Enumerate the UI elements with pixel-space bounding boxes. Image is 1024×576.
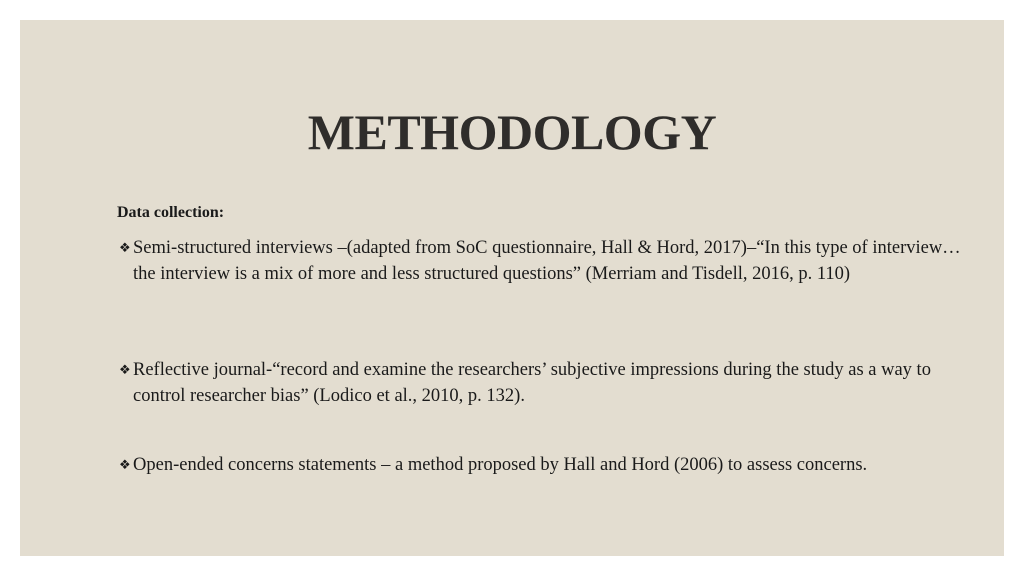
bullet-item-reflective-journal: [119, 357, 963, 409]
bullet-text: Reflective journal-“record and examine the researchers’ subjective impressions during the study as a way to control researcher bias” (Lodico et al., 2010, p. 132).: [133, 360, 931, 406]
slide-title: METHODOLOGY: [307, 104, 717, 160]
diamond-bullet-icon: ❖: [119, 240, 131, 255]
bullet-item-interviews: [119, 235, 963, 287]
diamond-bullet-icon: ❖: [119, 362, 131, 377]
section-subheading: Data collection:: [117, 204, 225, 221]
diamond-bullet-icon: ❖: [119, 457, 131, 472]
bullet-text: Open-ended concerns statements – a method proposed by Hall and Hord (2006) to assess concerns.: [133, 455, 868, 475]
bullet-item-concerns-statements: [119, 452, 963, 478]
slide: [20, 20, 1004, 556]
bullet-text: Semi-structured interviews –(adapted from SoC questionnaire, Hall & Hord, 2017)–“In this type of interview…the interview is a mix of more and less structured questions” (Merriam and Tisdell, 2016, p. 110): [133, 238, 961, 284]
